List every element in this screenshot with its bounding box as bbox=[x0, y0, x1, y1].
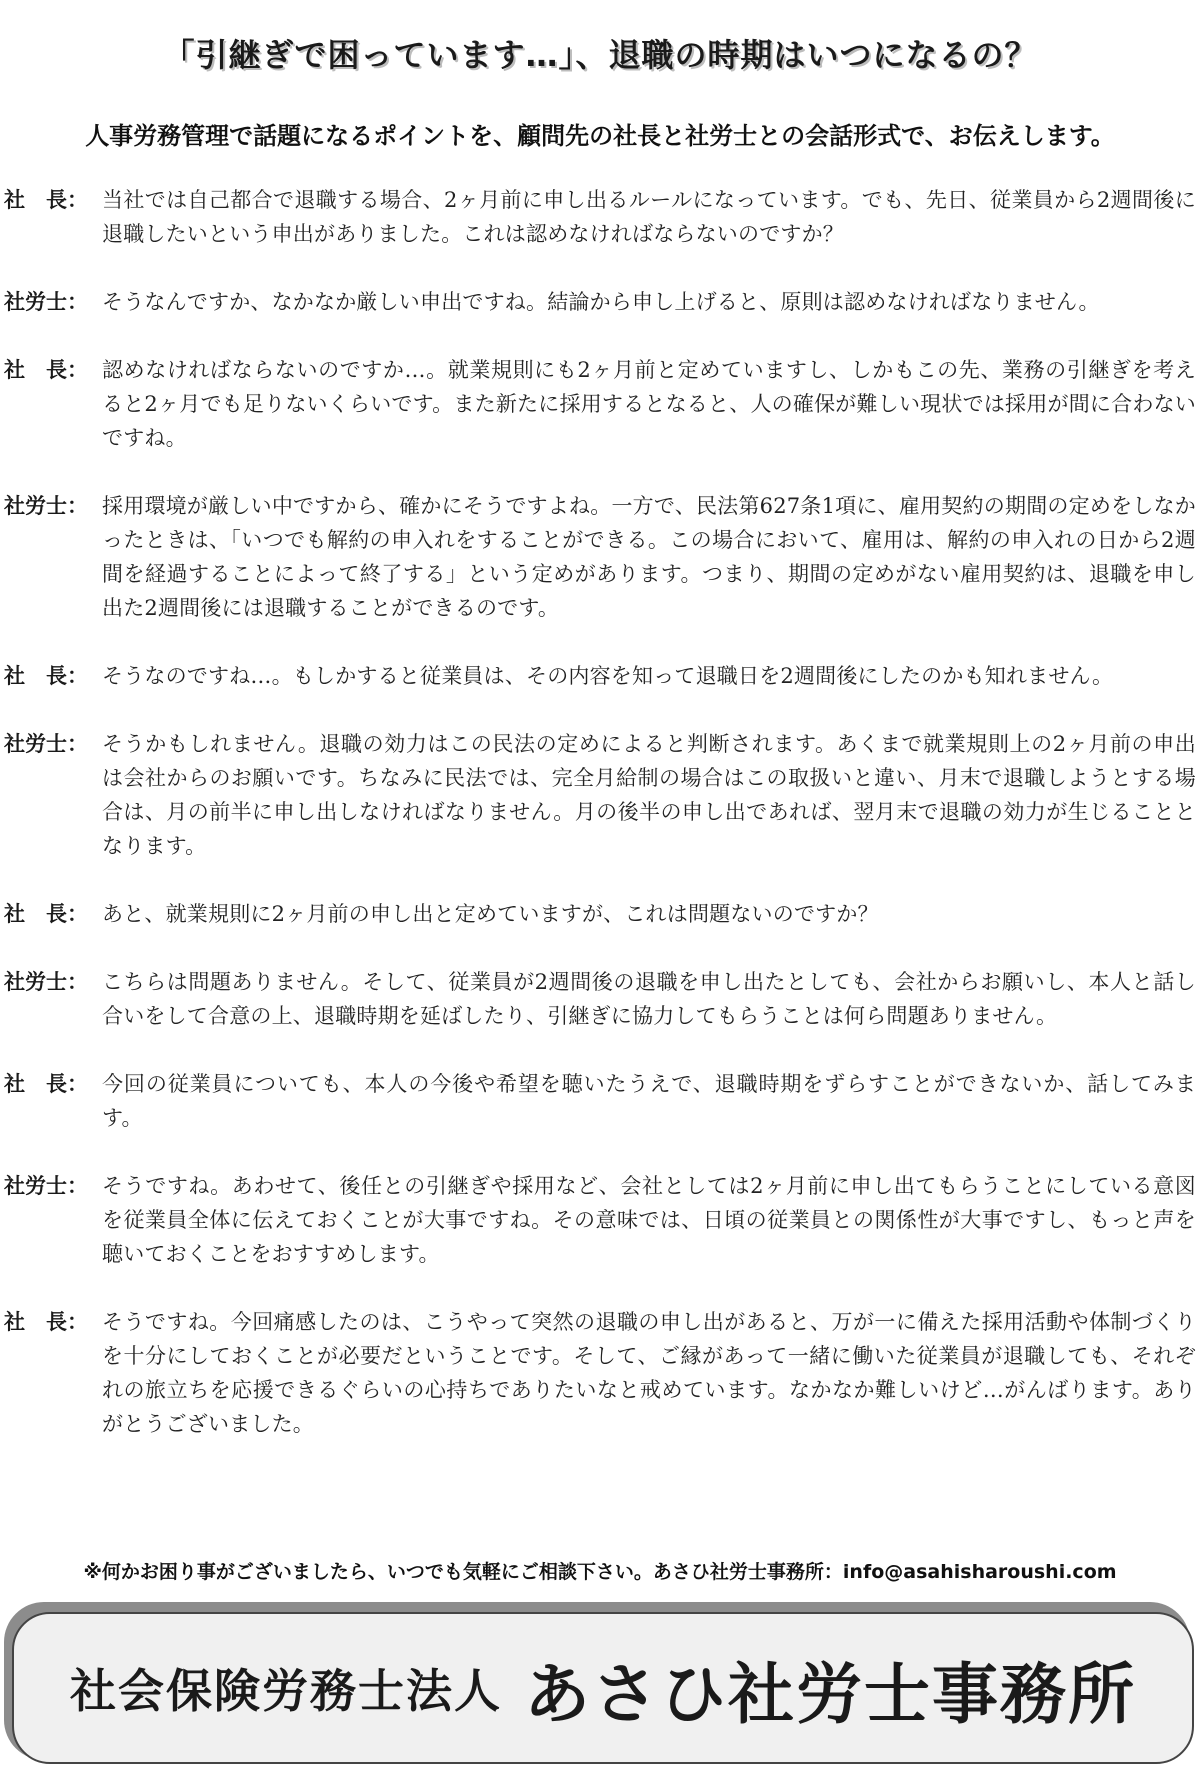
speech-text: 認めなければならないのですか…。就業規則にも2ヶ月前と定めていますし、しかもこの先、業務の引継ぎを考えると2ヶ月でも足りないくらいです。また新たに採用するとなると、人の確保が難しい現状では採用が間に合わないですね。 bbox=[102, 358, 1196, 450]
page-subtitle: 人事労務管理で話題になるポイントを、顧問先の社長と社労士との会話形式で、お伝えします。 bbox=[85, 122, 1115, 150]
dialogue-turn bbox=[4, 183, 1196, 251]
dialogue-turn bbox=[4, 489, 1196, 625]
speaker-label: 社 長： bbox=[4, 188, 88, 212]
speaker-label: 社 長： bbox=[4, 358, 88, 382]
office-name: あさひ社労士事務所 bbox=[524, 1654, 1136, 1733]
speech-text: こちらは問題ありません。そして、従業員が2週間後の退職を申し出たとしても、会社からお願いし、本人と話し合いをして合意の上、退職時期を延ばしたり、引継ぎに協力してもらうことは何ら問題ありません。 bbox=[102, 970, 1196, 1028]
speech-text: そうかもしれません。退職の効力はこの民法の定めによると判断されます。あくまで就業規則上の2ヶ月前の申出は会社からのお願いです。ちなみに民法では、完全月給制の場合はこの取扱いと違い、月末で退職しようとする場合は、月の前半に申し出しなければなりません。月の後半の申し出であれば、翌月末で退職の効力が生じることとなります。 bbox=[102, 732, 1196, 858]
speaker-label: 社 長： bbox=[4, 902, 88, 926]
dialogue-turn bbox=[4, 353, 1196, 455]
speech-text: そうですね。今回痛感したのは、こうやって突然の退職の申し出があると、万が一に備えた採用活動や体制づくりを十分にしておくことが必要だということです。そして、ご縁があって一緒に働いた従業員が退職しても、それぞれの旅立ちを応援できるぐらいの心持ちでありたいなと戒めています。なかなか難しいけど…がんばります。ありがとうございました。 bbox=[102, 1310, 1196, 1436]
speech-text: 当社では自己都合で退職する場合、2ヶ月前に申し出るルールになっています。でも、先日、従業員から2週間後に退職したいという申出がありました。これは認めなければならないのですか？ bbox=[102, 188, 1196, 246]
dialogue-turn bbox=[4, 1169, 1196, 1271]
speaker-label: 社 長： bbox=[4, 664, 88, 688]
speaker-label: 社労士： bbox=[4, 290, 88, 314]
speaker-label: 社労士： bbox=[4, 1174, 88, 1198]
speaker-label: 社労士： bbox=[4, 970, 88, 994]
dialogue-turn bbox=[4, 659, 1196, 693]
speech-text: 今回の従業員についても、本人の今後や希望を聴いたうえで、退職時期をずらすことができないか、話してみます。 bbox=[102, 1072, 1196, 1130]
dialogue-turn bbox=[4, 897, 1196, 931]
speaker-label: 社 長： bbox=[4, 1072, 88, 1096]
office-type: 社会保険労務士法人 bbox=[70, 1664, 502, 1718]
contact-note: ※何かお困り事がございましたら、いつでも気軽にご相談下さい。あさひ社労士事務所：info@asahisharoushi.com bbox=[83, 1561, 1117, 1583]
speech-text: 採用環境が厳しい中ですから、確かにそうですよね。一方で、民法第627条1項に、雇用契約の期間の定めをしなかったときは、「いつでも解約の申入れをすることができる。この場合において、雇用は、解約の申入れの日から2週間を経過することによって終了する」という定めがあります。つまり、期間の定めがない雇用契約は、退職を申し出た2週間後には退職することができるのです。 bbox=[102, 494, 1196, 620]
speaker-label: 社労士： bbox=[4, 732, 88, 756]
speech-text: そうなんですか、なかなか厳しい申出ですね。結論から申し上げると、原則は認めなければなりません。 bbox=[102, 290, 1100, 314]
dialogue-turn bbox=[4, 1067, 1196, 1135]
speaker-label: 社 長： bbox=[4, 1310, 88, 1334]
page-title: 「引継ぎで困っています…」、退職の時期はいつになるの？ bbox=[162, 36, 1038, 74]
speech-text: そうなのですね…。もしかすると従業員は、その内容を知って退職日を2週間後にしたのかも知れません。 bbox=[102, 664, 1114, 688]
dialogue-turn bbox=[4, 727, 1196, 863]
speaker-label: 社労士： bbox=[4, 494, 88, 518]
dialogue-turn bbox=[4, 285, 1196, 319]
speech-text: そうですね。あわせて、後任との引継ぎや採用など、会社としては2ヶ月前に申し出てもらうことにしている意図を従業員全体に伝えておくことが大事ですね。その意味では、日頃の従業員との関係性が大事ですし、もっと声を聴いておくことをおすすめします。 bbox=[102, 1174, 1196, 1266]
speech-text: あと、就業規則に2ヶ月前の申し出と定めていますが、これは問題ないのですか？ bbox=[102, 902, 879, 926]
dialogue-turn bbox=[4, 965, 1196, 1033]
dialogue bbox=[4, 183, 1196, 1475]
dialogue-turn bbox=[4, 1305, 1196, 1441]
footer-banner bbox=[12, 1612, 1194, 1764]
